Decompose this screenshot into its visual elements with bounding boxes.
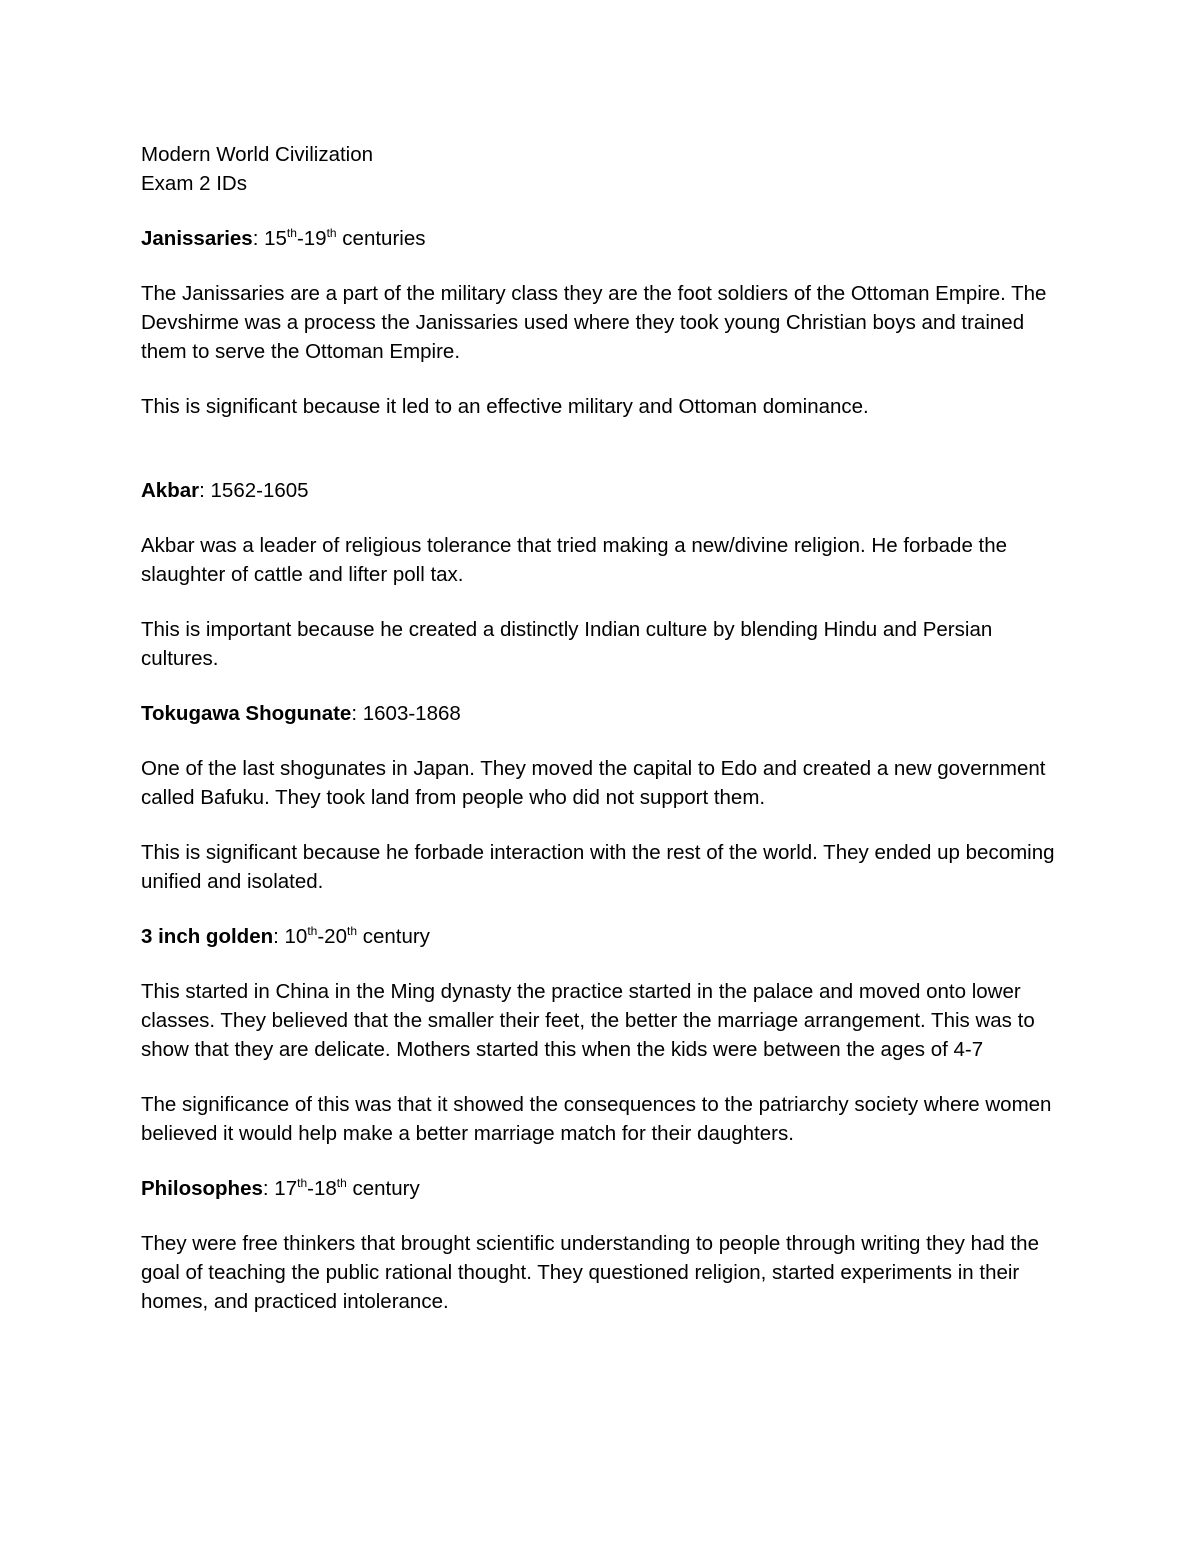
spacer — [141, 1064, 1071, 1090]
id-term-separator: : — [252, 227, 265, 250]
spacer — [141, 1203, 1071, 1229]
id-term-separator: : — [199, 479, 211, 502]
id-date: 15th-19th centuries — [264, 226, 426, 250]
spacer — [141, 366, 1071, 392]
spacer — [141, 198, 1071, 224]
spacer — [141, 728, 1071, 754]
id-heading-tokugawa-shogunate — [141, 699, 1071, 728]
id-date: 1562-1605 — [210, 479, 309, 502]
spacer — [141, 505, 1071, 531]
id-heading-janissaries — [141, 224, 1071, 253]
id-description: They were free thinkers that brought scientific understanding to people through writing they had the goal of teaching the public rational thought. They questioned religion, started experiments in their homes, and practiced intolerance. — [141, 1232, 1039, 1313]
id-term: Philosophes — [141, 1177, 263, 1200]
id-description: The Janissaries are a part of the military class they are the foot soldiers of the Ottoman Empire. The Devshirme was a process the Janissaries used where they took young Christian boys and trained them to serve the Ottoman Empire. — [141, 282, 1047, 363]
spacer — [141, 421, 1071, 476]
id-date: 17th-18th century — [274, 1176, 420, 1200]
id-significance: This is important because he created a distinctly Indian culture by blending Hindu and Persian cultures. — [141, 618, 993, 670]
id-date: 10th-20th century — [284, 924, 430, 948]
id-term: 3 inch golden — [141, 925, 274, 948]
spacer — [141, 812, 1071, 838]
spacer — [141, 673, 1071, 699]
id-description: One of the last shogunates in Japan. They moved the capital to Edo and created a new government called Bafuku. They took land from people who did not support them. — [141, 757, 1046, 809]
document-body — [141, 140, 1071, 1316]
id-term: Janissaries — [141, 227, 253, 250]
id-date: 1603-1868 — [362, 702, 461, 725]
id-significance: This is significant because it led to an effective military and Ottoman dominance. — [141, 395, 869, 418]
id-term-separator: : — [351, 702, 363, 725]
spacer — [141, 951, 1071, 977]
spacer — [141, 253, 1071, 279]
id-heading-akbar — [141, 476, 1071, 505]
id-heading-3-inch-golden — [141, 922, 1071, 951]
id-term-separator: : — [262, 1177, 275, 1200]
id-significance: This is significant because he forbade interaction with the rest of the world. They ended up becoming unified and isolated. — [141, 841, 1055, 893]
id-term: Akbar — [141, 479, 200, 502]
spacer — [141, 589, 1071, 615]
id-heading-philosophes — [141, 1174, 1071, 1203]
spacer — [141, 1148, 1071, 1174]
id-description: Akbar was a leader of religious tolerance that tried making a new/divine religion. He forbade the slaughter of cattle and lifter poll tax. — [141, 534, 1008, 586]
document-title: Modern World Civilization — [141, 143, 374, 166]
id-term-separator: : — [273, 925, 285, 948]
spacer — [141, 896, 1071, 922]
id-significance: The significance of this was that it showed the consequences to the patriarchy society where women believed it would help make a better marriage match for their daughters. — [141, 1093, 1052, 1145]
id-description: This started in China in the Ming dynasty the practice started in the palace and moved onto lower classes. They believed that the smaller their feet, the better the marriage arrangement. This was to show that they are delicate. Mothers started this when the kids were between the ages of 4-7 — [141, 980, 1035, 1061]
id-term: Tokugawa Shogunate — [141, 702, 352, 725]
document-subtitle: Exam 2 IDs — [141, 172, 247, 195]
